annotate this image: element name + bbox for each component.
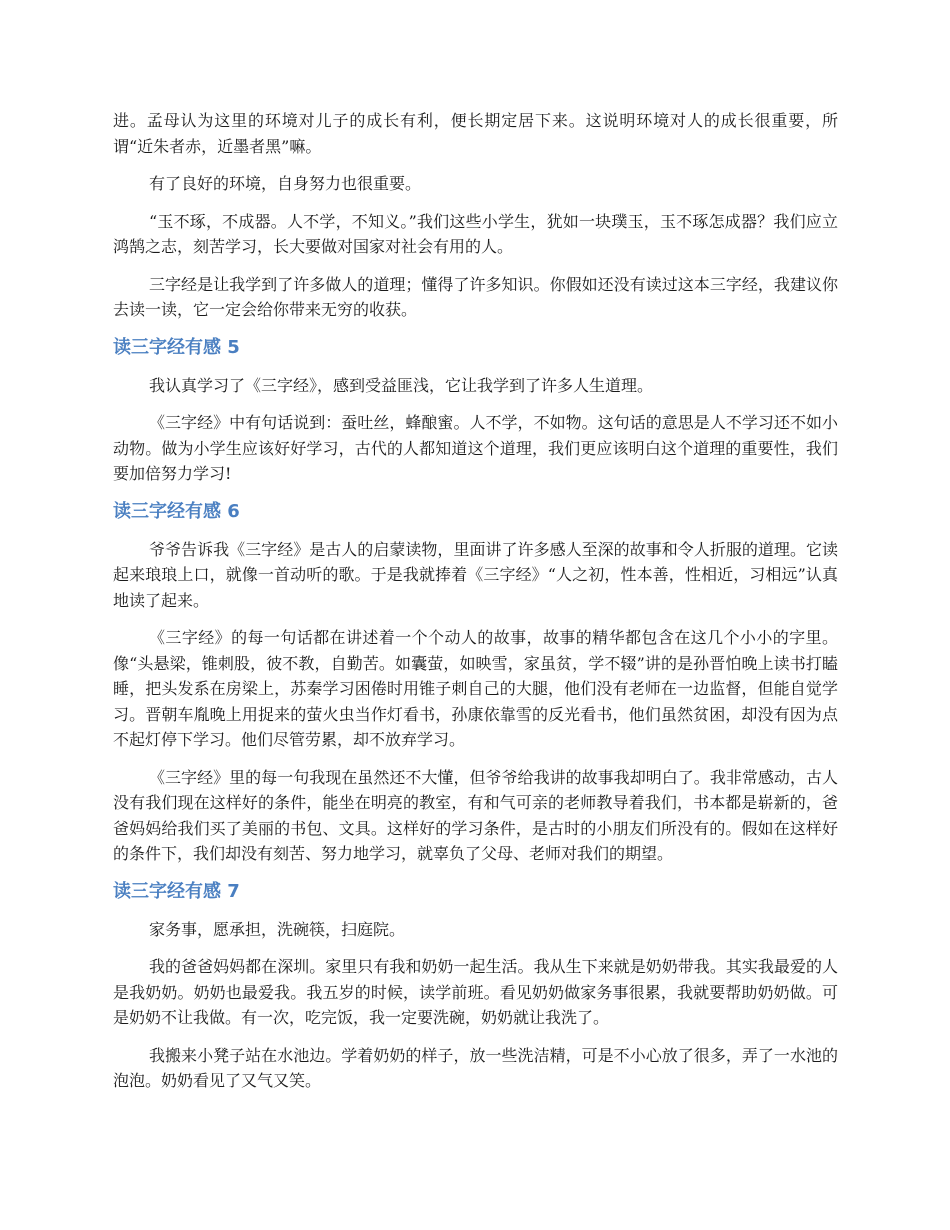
section-heading: 读三字经有感 5 — [113, 336, 240, 358]
paragraph: 我搬来小凳子站在水池边。学着奶奶的样子，放一些洗洁精，可是不小心放了很多，弄了一水池的泡泡。奶奶看见了又气又笑。 — [113, 1045, 838, 1090]
paragraph: 我认真学习了《三字经》，感到受益匪浅，它让我学到了许多人生道理。 — [149, 375, 654, 395]
paragraph: 有了良好的环境，自身努力也很重要。 — [149, 174, 422, 193]
paragraph: 《三字经》的每一句话都在讲述着一个个动人的故事，故事的精华都包含在这几个小小的字里。像“头悬梁，锥刺股，彼不教，自勤苦。如囊萤，如映雪，家虽贫，学不辍”讲的是孙晋怕晚上读书打瞌睡，把头发系在房梁上，苏秦学习困倦时用锥子刺自己的大腿，他们没有老师在一边监督，但能自觉学习。晋朝车胤晚上用捉来的萤火虫当作灯看书，孙康依靠雪的反光看书，他们虽然贫困，却没有因为点不起灯停下学习。他们尽管劳累，却不放弃学习。 — [113, 628, 838, 749]
paragraph: 家务事，愿承担，洗碗筷，扫庭院。 — [149, 919, 406, 939]
section-heading: 读三字经有感 7 — [113, 880, 240, 902]
paragraph: 爷爷告诉我《三字经》是古人的启蒙读物，里面讲了许多感人至深的故事和令人折服的道理。它读起来琅琅上口，就像一首动听的歌。于是我就捧着《三字经》“人之初，性本善，性相近，习相远”认真地读了起来。 — [113, 539, 838, 610]
paragraph: “玉不琢，不成器。人不学，不知义。”我们这些小学生，犹如一块璞玉，玉不琢怎成器？我们应立鸿鹄之志，刻苦学习，长大要做对国家对社会有用的人。 — [113, 211, 838, 256]
paragraph: 进。孟母认为这里的环境对儿子的成长有利，便长期定居下来。这说明环境对人的成长很重要，所谓“近朱者赤，近墨者黑”嘛。 — [113, 111, 838, 156]
section-heading: 读三字经有感 6 — [113, 500, 240, 522]
paragraph: 三字经是让我学到了许多做人的道理；懂得了许多知识。你假如还没有读过这本三字经，我建议你去读一读，它一定会给你带来无穷的收获。 — [113, 274, 838, 319]
paragraph: 《三字经》里的每一句我现在虽然还不大懂，但爷爷给我讲的故事我却明白了。我非常感动，古人没有我们现在这样好的条件，能坐在明亮的教室，有和气可亲的老师教导着我们，书本都是崭新的，爸爸妈妈给我们买了美丽的书包、文具。这样好的学习条件，是古时的小朋友们所没有的。假如在这样好的条件下，我们却没有刻苦、努力地学习，就辜负了父母、老师对我们的期望。 — [113, 767, 838, 863]
document-page — [113, 108, 838, 1106]
paragraph: 《三字经》中有句话说到：蚕吐丝，蜂酿蜜。人不学，不如物。这句话的意思是人不学习还不如小动物。做为小学生应该好好学习，古代的人都知道这个道理，我们更应该明白这个道理的重要性，我们要加倍努力学习! — [113, 413, 838, 483]
paragraph: 我的爸爸妈妈都在深圳。家里只有我和奶奶一起生活。我从生下来就是奶奶带我。其实我最爱的人是我奶奶。奶奶也最爱我。我五岁的时候，读学前班。看见奶奶做家务事很累，我就要帮助奶奶做。可是奶奶不让我做。有一次，吃完饭，我一定要洗碗，奶奶就让我洗了。 — [113, 957, 838, 1027]
